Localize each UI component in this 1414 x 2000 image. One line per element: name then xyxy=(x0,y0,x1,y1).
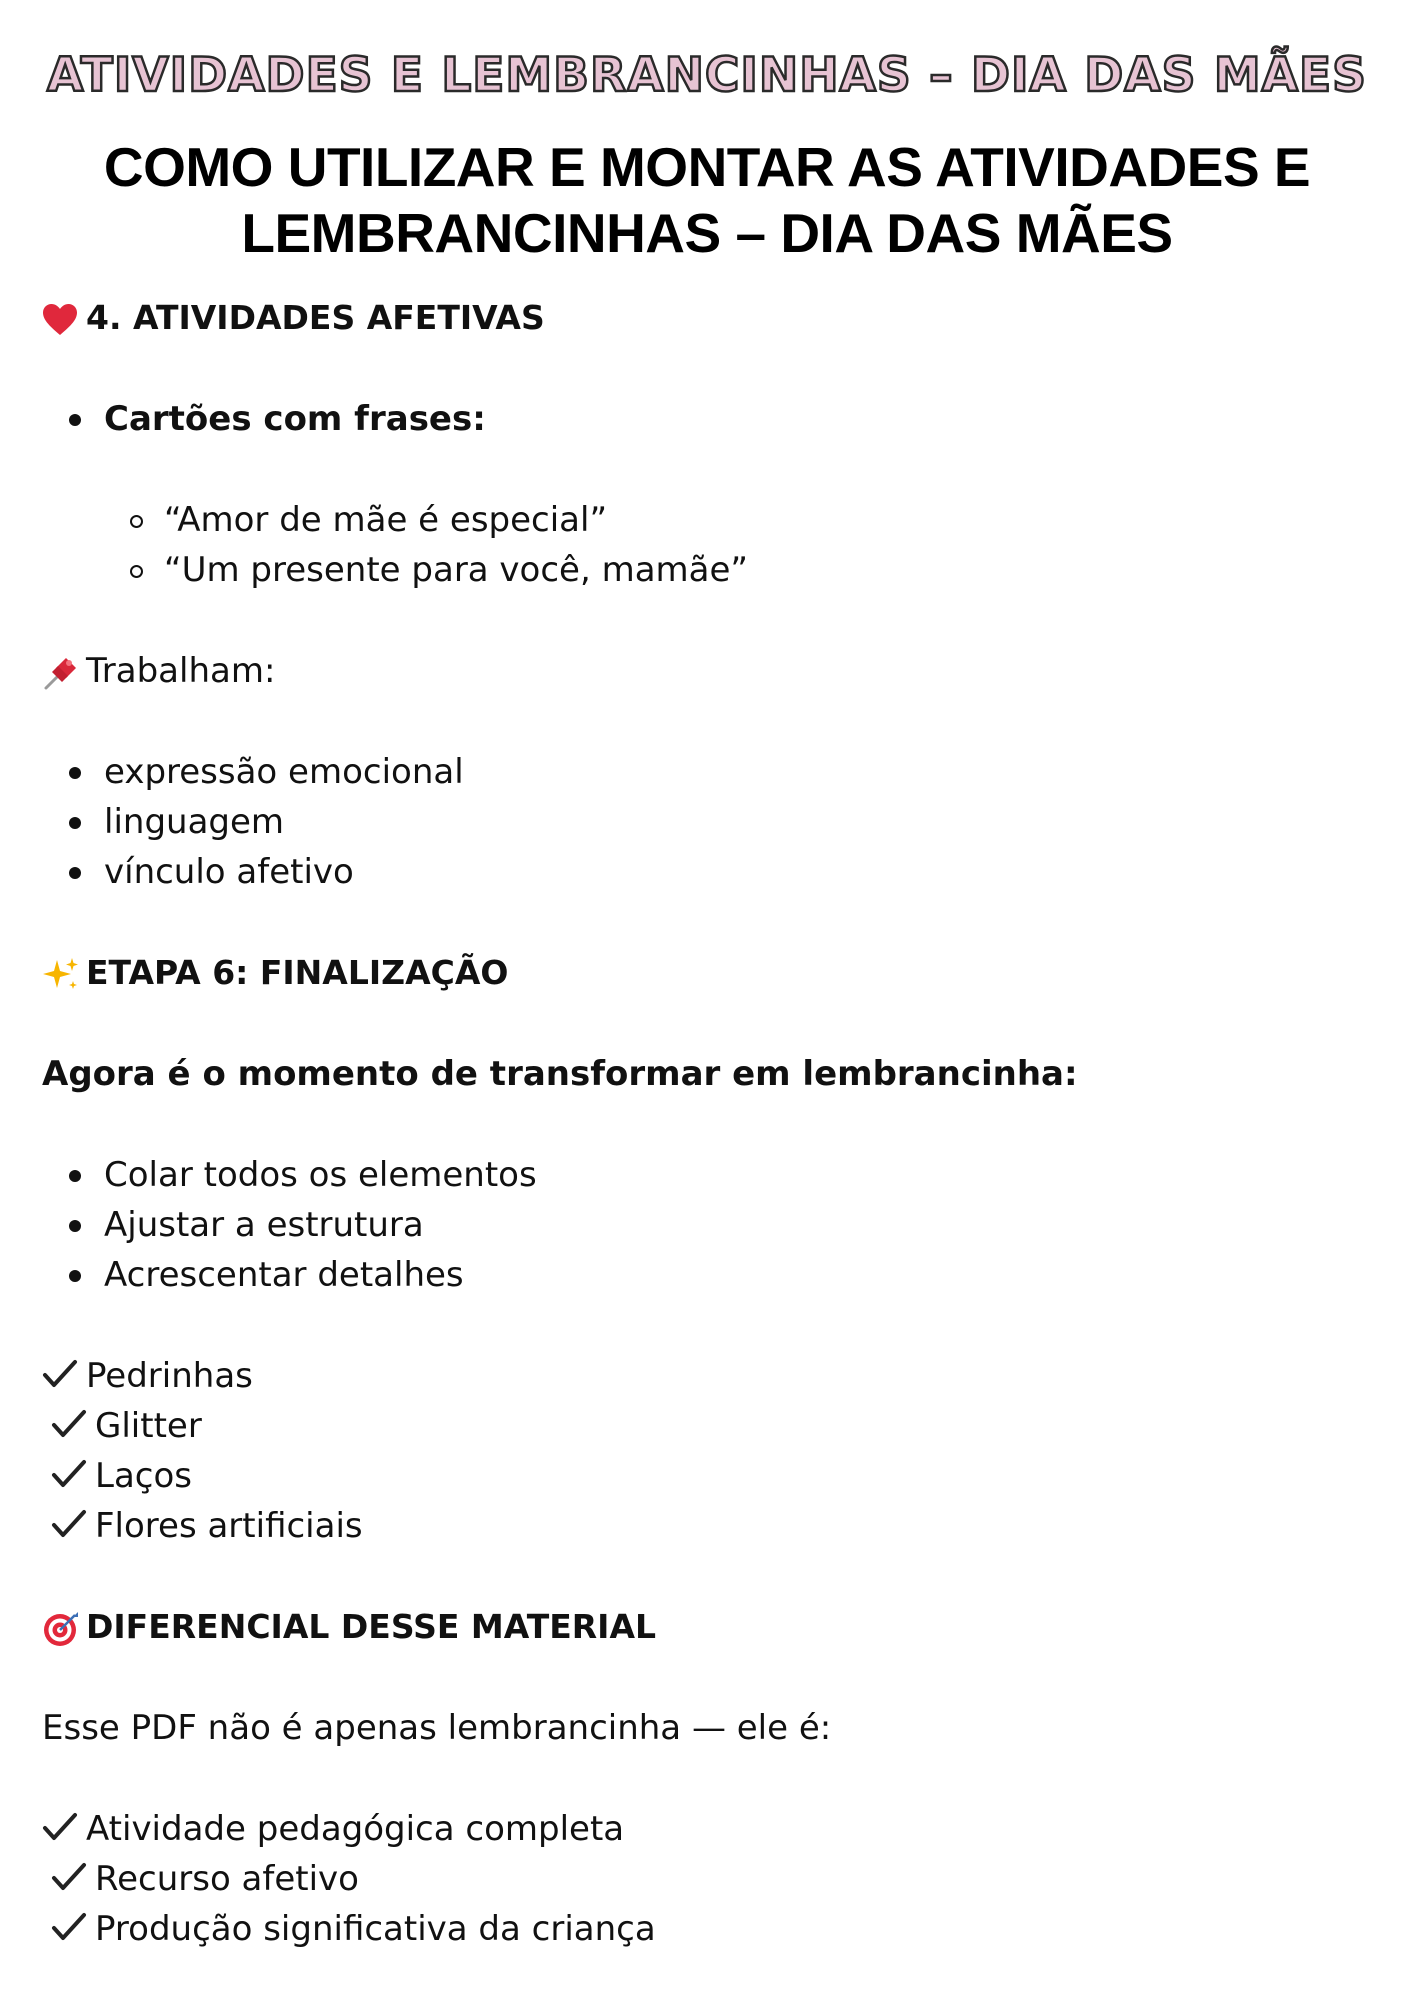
diferencial-text: Atividade pedagógica completa xyxy=(86,1809,625,1849)
diferencial-item xyxy=(42,1854,1382,1904)
decoration-text: Flores artificiais xyxy=(95,1506,363,1546)
works-label: Trabalham: xyxy=(86,651,276,691)
document-body xyxy=(42,293,1382,1954)
step-6-intro: Agora é o momento de transformar em lembrancinha: xyxy=(42,1054,1078,1094)
section-4-heading xyxy=(42,293,1382,343)
cards-label: Cartões com frases: xyxy=(42,394,1382,444)
page-title-line-1: COMO UTILIZAR E MONTAR AS ATIVIDADES E xyxy=(103,136,1311,198)
banner-title: ATIVIDADES E LEMBRANCINHAS – DIA DAS MÃES xyxy=(47,48,1367,103)
check-mark-icon xyxy=(51,1403,95,1453)
check-mark-icon xyxy=(51,1453,95,1503)
phrase-item: “Um presente para você, mamãe” xyxy=(42,545,1382,595)
sparkles-icon xyxy=(42,956,86,994)
target-icon xyxy=(42,1610,86,1648)
step-6-heading xyxy=(42,948,1382,998)
decoration-item xyxy=(42,1401,1382,1451)
phrase-item: “Amor de mãe é especial” xyxy=(42,495,1382,545)
page-title-line-2: LEMBRANCINHAS – DIA DAS MÃES xyxy=(241,202,1173,264)
step-item: Acrescentar detalhes xyxy=(42,1250,1382,1300)
decoration-text: Glitter xyxy=(95,1406,202,1446)
step-6-heading-text: ETAPA 6: FINALIZAÇÃO xyxy=(86,953,509,992)
diferencial-text: Produção significativa da criança xyxy=(95,1909,656,1949)
decoration-text: Laços xyxy=(95,1456,192,1496)
skill-item: linguagem xyxy=(42,797,1382,847)
heart-icon xyxy=(42,303,86,337)
check-mark-icon xyxy=(51,1856,95,1906)
diferencial-intro: Esse PDF não é apenas lembrancinha — ele é: xyxy=(42,1708,832,1748)
diferencial-text: Recurso afetivo xyxy=(95,1859,359,1899)
skill-item: vínculo afetivo xyxy=(42,847,1382,897)
section-4-heading-text: 4. ATIVIDADES AFETIVAS xyxy=(86,298,545,337)
works-line xyxy=(42,646,1382,696)
decoration-item xyxy=(42,1501,1382,1551)
decoration-item xyxy=(42,1351,1382,1401)
check-mark-icon xyxy=(42,1806,86,1856)
decoration-text: Pedrinhas xyxy=(86,1356,253,1396)
check-mark-icon xyxy=(51,1503,95,1553)
pushpin-icon xyxy=(42,654,86,692)
check-mark-icon xyxy=(42,1353,86,1403)
diferencial-heading-text: DIFERENCIAL DESSE MATERIAL xyxy=(86,1607,657,1646)
step-item: Colar todos os elementos xyxy=(42,1150,1382,1200)
step-item: Ajustar a estrutura xyxy=(42,1200,1382,1250)
skill-item: expressão emocional xyxy=(42,747,1382,797)
diferencial-item xyxy=(42,1804,1382,1854)
diferencial-item xyxy=(42,1904,1382,1954)
page-title xyxy=(60,134,1354,266)
decoration-item xyxy=(42,1451,1382,1501)
diferencial-heading xyxy=(42,1602,1382,1652)
check-mark-icon xyxy=(51,1906,95,1956)
